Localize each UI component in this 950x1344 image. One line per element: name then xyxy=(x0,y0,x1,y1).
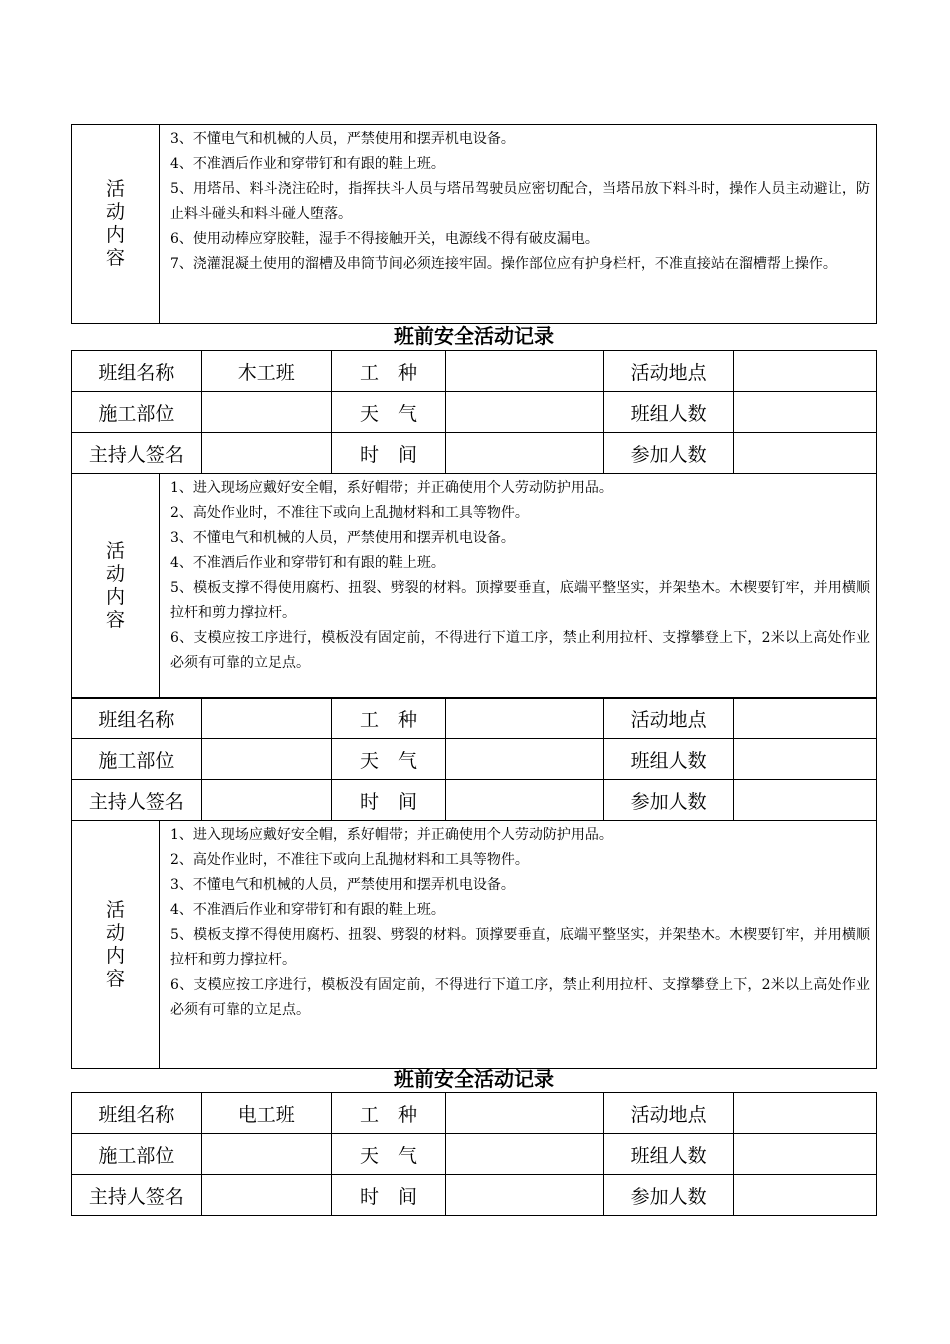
team-count-label: 班组人数 xyxy=(604,739,734,780)
list-item: 5、模板支撑不得使用腐朽、扭裂、劈裂的材料。顶撑要垂直，底端平整坚实，并架垫木。木楔要钉牢，并用横顺拉杆和剪力撑拉杆。 xyxy=(170,927,870,968)
list-item: 3、不懂电气和机械的人员，严禁使用和摆弄机电设备。 xyxy=(170,877,515,893)
work-type-label: 工 种 xyxy=(331,351,446,392)
host-signature-value xyxy=(201,1175,331,1216)
list-item: 6、支模应按工序进行，模板没有固定前，不得进行下道工序，禁止利用拉杆、支撑攀登上下，2米以上高处作业必须有可靠的立足点。 xyxy=(170,977,870,1018)
list-item: 6、支模应按工序进行，模板没有固定前，不得进行下道工序，禁止利用拉杆、支撑攀登上下，2米以上高处作业必须有可靠的立足点。 xyxy=(170,630,870,671)
list-item: 1、进入现场应戴好安全帽，系好帽带；并正确使用个人劳动防护用品。 xyxy=(170,480,613,496)
list-item: 5、用塔吊、料斗浇注砼时，指挥扶斗人员与塔吊驾驶员应密切配合，当塔吊放下料斗时，操作人员主动避让，防止料斗碰头和料斗碰人堕落。 xyxy=(170,181,870,222)
list-item: 4、不准酒后作业和穿带钉和有跟的鞋上班。 xyxy=(170,555,445,571)
location-label: 活动地点 xyxy=(604,351,734,392)
time-label: 时 间 xyxy=(331,780,446,821)
attendance-value xyxy=(734,433,877,474)
host-signature-value xyxy=(201,780,331,821)
list-item: 4、不准酒后作业和穿带钉和有跟的鞋上班。 xyxy=(170,156,445,172)
weather-value xyxy=(446,739,604,780)
attendance-label: 参加人数 xyxy=(604,780,734,821)
attendance-value xyxy=(734,780,877,821)
list-item: 1、进入现场应戴好安全帽，系好帽带；并正确使用个人劳动防护用品。 xyxy=(170,827,613,843)
team-count-value xyxy=(734,1134,877,1175)
team-name-label: 班组名称 xyxy=(72,351,202,392)
construction-part-value xyxy=(201,739,331,780)
team-count-value xyxy=(734,739,877,780)
list-item: 2、高处作业时，不准往下或向上乱抛材料和工具等物件。 xyxy=(170,852,529,868)
activity-content-list xyxy=(160,125,877,324)
list-item: 3、不懂电气和机械的人员，严禁使用和摆弄机电设备。 xyxy=(170,530,515,546)
host-signature-value xyxy=(201,433,331,474)
activity-content-label: 活 动 内 容 xyxy=(72,125,160,324)
work-type-value xyxy=(446,1093,604,1134)
team-name-value: 木工班 xyxy=(201,351,331,392)
attendance-label: 参加人数 xyxy=(604,433,734,474)
list-item: 7、浇灌混凝土使用的溜槽及串筒节间必须连接牢固。操作部位应有护身栏杆，不准直接站在溜槽帮上操作。 xyxy=(170,256,837,272)
attendance-value xyxy=(734,1175,877,1216)
activity-section-0 xyxy=(71,124,877,324)
host-signature-label: 主持人签名 xyxy=(72,1175,202,1216)
record-1 xyxy=(71,350,877,699)
team-name-value xyxy=(201,698,331,739)
list-item: 3、不懂电气和机械的人员，严禁使用和摆弄机电设备。 xyxy=(170,131,515,147)
team-name-value: 电工班 xyxy=(201,1093,331,1134)
record-title: 班前安全活动记录 xyxy=(394,1067,554,1091)
time-label: 时 间 xyxy=(331,1175,446,1216)
attendance-label: 参加人数 xyxy=(604,1175,734,1216)
location-label: 活动地点 xyxy=(604,698,734,739)
time-value xyxy=(446,1175,604,1216)
location-value xyxy=(734,698,877,739)
weather-label: 天 气 xyxy=(331,392,446,433)
work-type-label: 工 种 xyxy=(331,698,446,739)
list-item: 6、使用动棒应穿胶鞋，湿手不得接触开关，电源线不得有破皮漏电。 xyxy=(170,231,599,247)
record-2 xyxy=(71,697,877,1069)
work-type-value xyxy=(446,351,604,392)
team-count-value xyxy=(734,392,877,433)
host-signature-label: 主持人签名 xyxy=(72,780,202,821)
weather-value xyxy=(446,1134,604,1175)
location-label: 活动地点 xyxy=(604,1093,734,1134)
list-item: 5、模板支撑不得使用腐朽、扭裂、劈裂的材料。顶撑要垂直，底端平整坚实，并架垫木。木楔要钉牢，并用横顺拉杆和剪力撑拉杆。 xyxy=(170,580,870,621)
location-value xyxy=(734,1093,877,1134)
list-item: 4、不准酒后作业和穿带钉和有跟的鞋上班。 xyxy=(170,902,445,918)
construction-part-label: 施工部位 xyxy=(72,1134,202,1175)
list-item: 2、高处作业时，不准往下或向上乱抛材料和工具等物件。 xyxy=(170,505,529,521)
construction-part-value xyxy=(201,1134,331,1175)
work-type-value xyxy=(446,698,604,739)
time-label: 时 间 xyxy=(331,433,446,474)
construction-part-label: 施工部位 xyxy=(72,392,202,433)
record-title: 班前安全活动记录 xyxy=(394,324,554,348)
record-3 xyxy=(71,1092,877,1216)
time-value xyxy=(446,780,604,821)
time-value xyxy=(446,433,604,474)
host-signature-label: 主持人签名 xyxy=(72,433,202,474)
construction-part-label: 施工部位 xyxy=(72,739,202,780)
location-value xyxy=(734,351,877,392)
team-name-label: 班组名称 xyxy=(72,1093,202,1134)
team-name-label: 班组名称 xyxy=(72,698,202,739)
weather-label: 天 气 xyxy=(331,739,446,780)
construction-part-value xyxy=(201,392,331,433)
team-count-label: 班组人数 xyxy=(604,392,734,433)
weather-label: 天 气 xyxy=(331,1134,446,1175)
team-count-label: 班组人数 xyxy=(604,1134,734,1175)
activity-content-label: 活 动 内 容 xyxy=(72,821,160,1069)
activity-content-list xyxy=(160,474,877,699)
activity-content-label: 活 动 内 容 xyxy=(72,474,160,699)
work-type-label: 工 种 xyxy=(331,1093,446,1134)
activity-content-list xyxy=(160,821,877,1069)
weather-value xyxy=(446,392,604,433)
